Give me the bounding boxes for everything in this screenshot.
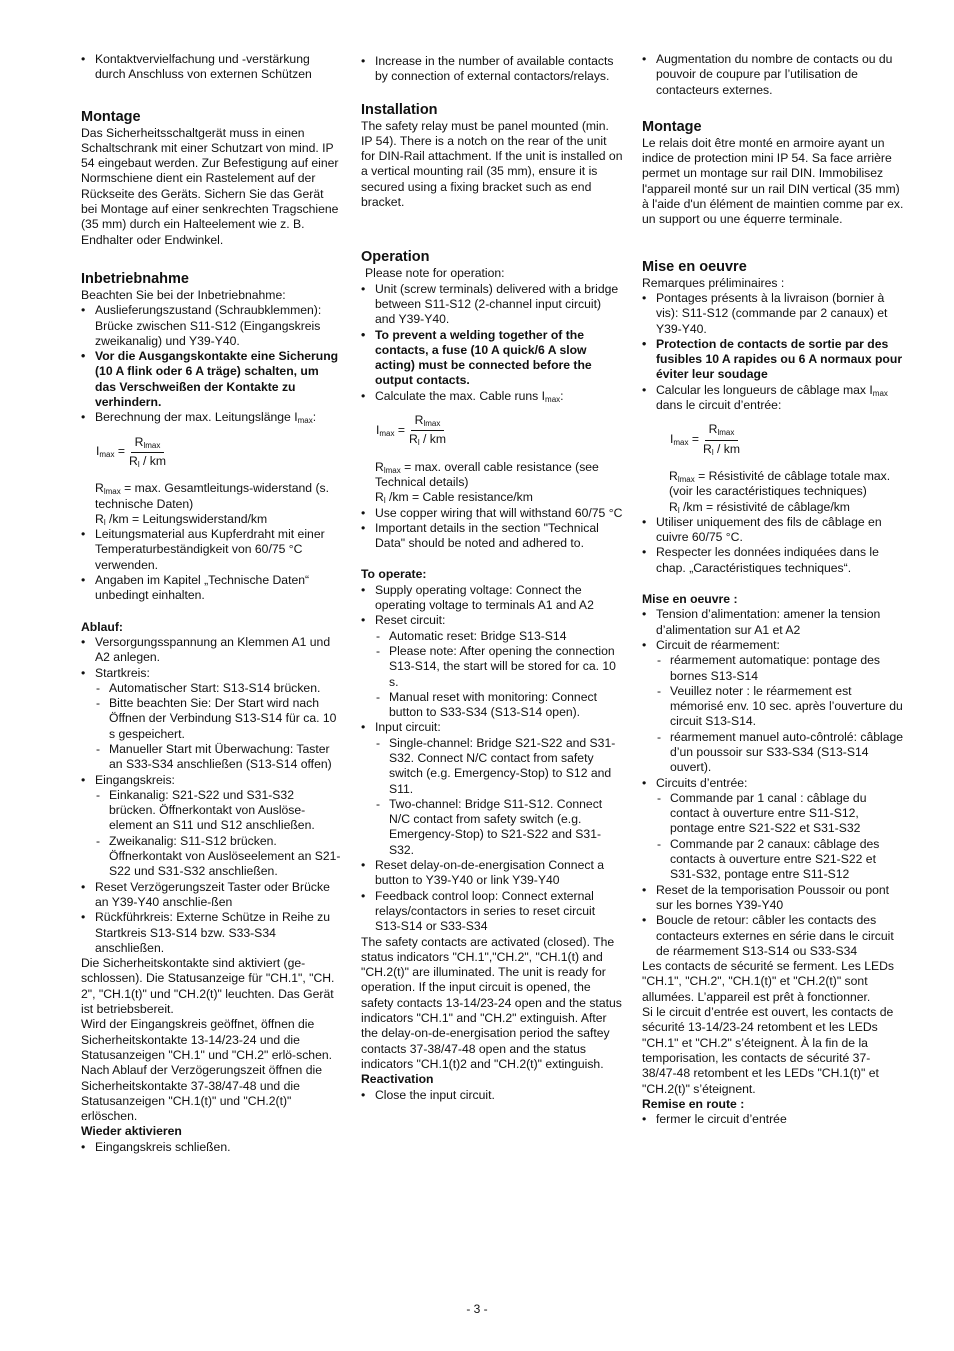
formula-fraction (129, 435, 166, 470)
list-item: • Startkreis: (81, 666, 343, 681)
sub-list-item: - Two-channel: Bridge S11-S12. Connect N/C contact from safety switch (e.g. Emergency-Stop) to S21-S22 and S31-S32. (361, 797, 623, 858)
list-item: • Supply operating voltage: Connect the operating voltage to terminals A1 and A2 (361, 583, 623, 614)
list-item: • Utiliser uniquement des fils de câblage en cuivre 60/75 °C. (642, 515, 904, 546)
intro-list (361, 54, 623, 85)
formula-lhs: $I_{max}$ = (376, 422, 406, 438)
list-item: • Input circuit: (361, 720, 623, 735)
sub-list-item: - Einkanalig: S21-S22 und S31-S32 brücken. Öffnerkontakt von Auslöse-element an S11 und S12 anschließen. (81, 788, 343, 834)
bullet-list (361, 506, 623, 552)
list-item: • Reset Verzögerungszeit Taster oder Brücke an Y39-Y40 anschlie-ßen (81, 880, 343, 911)
formula (96, 435, 343, 470)
formula-denominator: $R_l$ / km (409, 432, 447, 448)
text: Berechnung der max. Leitungslänge I (95, 410, 298, 425)
subheading-wieder-aktivieren: Wieder aktivieren (81, 1124, 182, 1139)
paragraph: The safety relay must be panel mounted (min. IP 54). There is a notch on the rear of the unit for DIN-Rail attachment. If the unit is installed on a vertical mounting rail (35 mm), ensure it is secured using a fixing bracket such as end bracket. (361, 118, 623, 210)
subheading-remise-en-route: Remise en route : (642, 1096, 745, 1111)
bullet-list (642, 515, 904, 576)
definition: $R_l$ /km = résistivité de câblage/km (669, 499, 850, 515)
list-item: • Reset delay-on-de-energisation Connect a button to Y39-Y40 or link Y39-Y40 (361, 858, 623, 889)
paragraph: Die Sicherheitskontakte sind aktiviert (ge-schlossen). Die Statusanzeige für "CH.1", "CH. 2", "CH.1(t)" und "CH.2(t)" leuchten. Das Gerät ist betriebsbereit. (81, 956, 335, 1017)
subheading-reactivation: Reactivation (361, 1072, 434, 1087)
paragraph: Les contacts de sécurité se ferment. Les LEDs "CH.1", "CH.2", "CH.1(t)" et "CH.2(t)" sont allumées. L’appareil est prêt à fonctionner. (642, 959, 894, 1004)
formula-lhs: $I_{max}$ = (96, 444, 126, 460)
list-item: • Tension d’alimentation: amener la tension d’alimentation sur A1 et A2 (642, 607, 904, 638)
subscript: max (872, 388, 888, 398)
bullet-list (81, 635, 343, 956)
paragraph: The safety contacts are activated (closed). The status indicators "CH.1","CH.2", "CH.1(t) and "CH.2(t)" are illuminated. The unit is ready for operation. If the input circuit is opened, the safety contacts 13-14/23-24 open and the status indicators "CH.1" and "CH.2" extinguish. After the delay-on-de-energisation period the saftey contacts 37-38/47-48 open and the status indicators "CH.1(t)2 and "CH.2(t)" extinguish. (361, 934, 622, 1071)
sub-list-item: - Commande par 1 canal : câblage du contact à ouverture entre S11-S12, pontage entre S21-S22 et S31-S32 (642, 791, 904, 837)
list-item: • Eingangskreis: (81, 773, 343, 788)
list-item: • Augmentation du nombre de contacts ou du pouvoir de coupure par l’utilisation de contacteurs externes. (642, 52, 904, 98)
list-item (81, 410, 343, 425)
list-item: • Important details in the section "Technical Data" should be noted and adhered to. (361, 521, 623, 552)
formula-fraction (703, 422, 740, 457)
text: Calculate the max. Cable runs I (375, 388, 546, 403)
subscript: max (297, 416, 313, 426)
sub-list-item: - Manueller Start mit Überwachung: Taster an S33-S34 anschließen (S13-S14 offen) (81, 742, 343, 773)
list-item: • Increase in the number of available contacts by connection of external contactors/relays. (361, 54, 623, 85)
list-item (642, 383, 904, 414)
formula-denominator: $R_l$ / km (703, 441, 741, 457)
formula (376, 413, 623, 448)
list-item: • Kontaktvervielfachung und -verstärkung durch Anschluss von externen Schützen (81, 52, 343, 83)
list-item: • Vor die Ausgangskontakte eine Sicherung (10 A flink oder 6 A träge) schalten, um das Verschweißen der Kontakte zu verhindern. (81, 349, 343, 410)
bullet-list (361, 1088, 623, 1103)
subscript: max (545, 394, 561, 404)
list-item: • Boucle de retour: câbler les contacts des contacteurs externes en série dans le circuit de réarmement S13-S14 ou S33-S34 (642, 913, 904, 959)
formula-numerator: $R_{lmax}$ (411, 413, 445, 431)
sub-list-item: - Single-channel: Bridge S21-S22 and S31-S32. Connect N/C contact from safety switch (e.g. Emergency-Stop) to S12 and S11. (361, 736, 623, 797)
column-english (361, 54, 623, 1103)
sub-list-item: - Veuillez noter : le réarmement est mémorisé env. 10 sec. après l’ouverture du circuit S13-S14. (642, 684, 904, 730)
section-heading-montage: Montage (642, 118, 702, 135)
section-heading-operation: Operation (361, 249, 430, 266)
sub-list-item: - Manual reset with monitoring: Connect button to S33-S34 (S13-S14 open). (361, 690, 623, 721)
text: : (560, 388, 564, 403)
list-item: • Close the input circuit. (361, 1088, 623, 1103)
paragraph: Le relais doit être monté en armoire ayant un indice de protection mini IP 54. Sa face arrière permet un montage sur rail DIN. Immobilisez l'appareil monté sur un rail DIN vertical (35 mm) à l'aide d'un élément de maintien comme par ex. un support ou une équerre terminale. (642, 135, 904, 227)
bullet-list (361, 282, 623, 404)
page-number: - 3 - (466, 1302, 488, 1316)
subheading-ablauf: Ablauf: (81, 619, 123, 634)
intro-list (81, 52, 343, 83)
column-french (642, 52, 904, 1127)
paragraph: Please note for operation: (365, 266, 505, 281)
subheading-mise-en-oeuvre: Mise en oeuvre : (642, 592, 738, 607)
subheading-to-operate: To operate: (361, 567, 427, 582)
formula-numerator: $R_{lmax}$ (705, 422, 739, 440)
bullet-list (642, 1112, 904, 1127)
formula-numerator: $R_{lmax}$ (131, 435, 165, 453)
formula-lhs: $I_{max}$ = (670, 431, 700, 447)
bullet-list (642, 291, 904, 413)
list-item: • Rückführkreis: Externe Schütze in Reihe zu Startkreis S13-S14 bzw. S33-S34 anschließen. (81, 910, 343, 956)
text: : (312, 410, 317, 425)
list-item: • Use copper wiring that will withstand 60/75 °C (361, 506, 623, 521)
text: Calcular les longueurs de câblage max I (656, 382, 873, 397)
list-item: • Respecter les données indiquées dans le chap. „Caractéristiques techniques“. (642, 545, 904, 576)
list-item: • Pontages présents à la livraison (bornier à vis): S11-S12 (commande par 2 canaux) et Y39-Y40. (642, 291, 904, 337)
formula-fraction (409, 413, 446, 448)
column-german (81, 52, 343, 1155)
list-item: • Reset de la temporisation Poussoir ou pont sur les bornes Y39-Y40 (642, 883, 904, 914)
list-item: • Auslieferungszustand (Schraubklemmen): Brücke zwischen S11-S12 (Eingangskreis zweikanalig) und Y39-Y40. (81, 303, 343, 349)
list-item: • To prevent a welding together of the contacts, a fuse (10 A quick/6 A slow acting) must be connected before the output contacts. (361, 328, 623, 389)
sub-list-item: - réarmement manuel auto-côntrolé: câblage d’un poussoir sur S33-S34 (S13-S14 ouvert). (642, 730, 904, 776)
list-item: • Leitungsmaterial aus Kupferdraht mit einer Temperaturbeständigkeit von 60/75 °C verwenden. (81, 527, 343, 573)
section-heading-mise-en-oeuvre: Mise en oeuvre (642, 258, 747, 275)
list-item: • Angaben im Kapitel „Technische Daten“ unbedingt einhalten. (81, 573, 343, 604)
list-item (361, 389, 623, 404)
sub-list-item: - Automatischer Start: S13-S14 brücken. (81, 681, 343, 696)
section-heading-montage: Montage (81, 108, 141, 125)
definition: $R_{lmax}$ = Résistivité de câblage totale max. (voir les caractéristiques techniques) (669, 468, 891, 499)
bullet-list (81, 527, 343, 603)
paragraph: Remarques préliminaires : (642, 275, 785, 290)
sub-list-item: - Zweikanalig: S11-S12 brücken. Öffnerkontakt von Auslöseelement an S21-S22 und S31-S32 anschließen. (81, 834, 343, 880)
list-item: • Circuit de réarmement: (642, 638, 904, 653)
list-item: • Feedback control loop: Connect external relays/contactors in series to reset circuit S13-S14 or S33-S34 (361, 889, 623, 935)
formula-denominator: $R_l$ / km (129, 453, 167, 469)
bullet-list (81, 1140, 343, 1155)
definition: $R_{lmax} = \max$. overall cable resistance (see Technical details) (375, 459, 599, 489)
sub-list-item: - Commande par 2 canaux: câblage des contacts à ouverture entre S21-S22 et S31-S32, pontage entre S11-S12 (642, 837, 904, 883)
paragraph: Beachten Sie bei der Inbetriebnahme: (81, 287, 286, 302)
section-heading-installation: Installation (361, 101, 438, 118)
bullet-list (642, 607, 904, 959)
sub-list-item: - Bitte beachten Sie: Der Start wird nach Öffnen der Verbindung S13-S14 für ca. 10 s gespeichert. (81, 696, 343, 742)
list-item: • fermer le circuit d’entrée (642, 1112, 904, 1127)
paragraph: Si le circuit d’entrée est ouvert, les contacts de sécurité 13-14/23-24 retombent et les LEDs "CH.1" et "CH.2" s’éteignent. À la fin de la temporisation, les contacts de sécurité 37-38/47-48 retombent et les LEDs "CH.1(t)" et "CH.2(t)" s’éteignent. (642, 1005, 894, 1096)
definition: $R_l$ /km = Cable resistance/km (375, 490, 533, 506)
list-item: • Eingangskreis schließen. (81, 1140, 343, 1155)
definition: $R_{lmax} = \max$. Gesamtleitungs-widerstand (s. technische Daten) (95, 481, 329, 511)
list-item: • Reset circuit: (361, 613, 623, 628)
list-item: • Versorgungsspannung an Klemmen A1 und A2 anlegen. (81, 635, 343, 666)
bullet-list (361, 583, 623, 935)
formula (670, 422, 904, 457)
paragraph: Wird der Eingangskreis geöffnet, öffnen die Sicherheitskontakte 13-14/23-24 und die Statusanzeigen "CH.1" und "CH.2" erlö-schen. Nach Ablauf der Verzögerungszeit öffnen die Sicherheitskontakte 37-38/47-48 und die Statusanzeigen "CH.1(t)" und "CH.2(t)" erlöschen. (81, 1017, 333, 1124)
paragraph: Das Sicherheitsschaltgerät muss in einen Schaltschrank mit einer Schutzart von mind. IP 54 eingebaut werden. Zur Befestigung auf einer Normschiene dient ein Rastelement auf der Rückseite des Geräts. Sichern Sie das Gerät bei Montage auf einer senkrechten Tragschiene (35 mm) durch ein Halteelement wie z. B. Endhalter oder Endwinkel. (81, 125, 339, 247)
bullet-list (81, 303, 343, 425)
list-item: • Circuits d’entrée: (642, 776, 904, 791)
list-item: • Unit (screw terminals) delivered with a bridge between S11-S12 (2-channel input circuit) and Y39-Y40. (361, 282, 623, 328)
sub-list-item: - Please note: After opening the connection S13-S14, the start will be stored for ca. 10 s. (361, 644, 623, 690)
text: dans le circuit d’entrée: (656, 398, 782, 413)
intro-list (642, 52, 904, 98)
list-item: • Protection de contacts de sortie par des fusibles 10 A rapides ou 6 A normaux pour éviter leur soudage (642, 337, 904, 383)
sub-list-item: - Automatic reset: Bridge S13-S14 (361, 629, 623, 644)
definition: $R_l$ /km = Leitungswiderstand/km (95, 511, 268, 527)
section-heading-inbetriebnahme: Inbetriebnahme (81, 270, 189, 287)
sub-list-item: - réarmement automatique: pontage des bornes S13-S14 (642, 653, 904, 684)
